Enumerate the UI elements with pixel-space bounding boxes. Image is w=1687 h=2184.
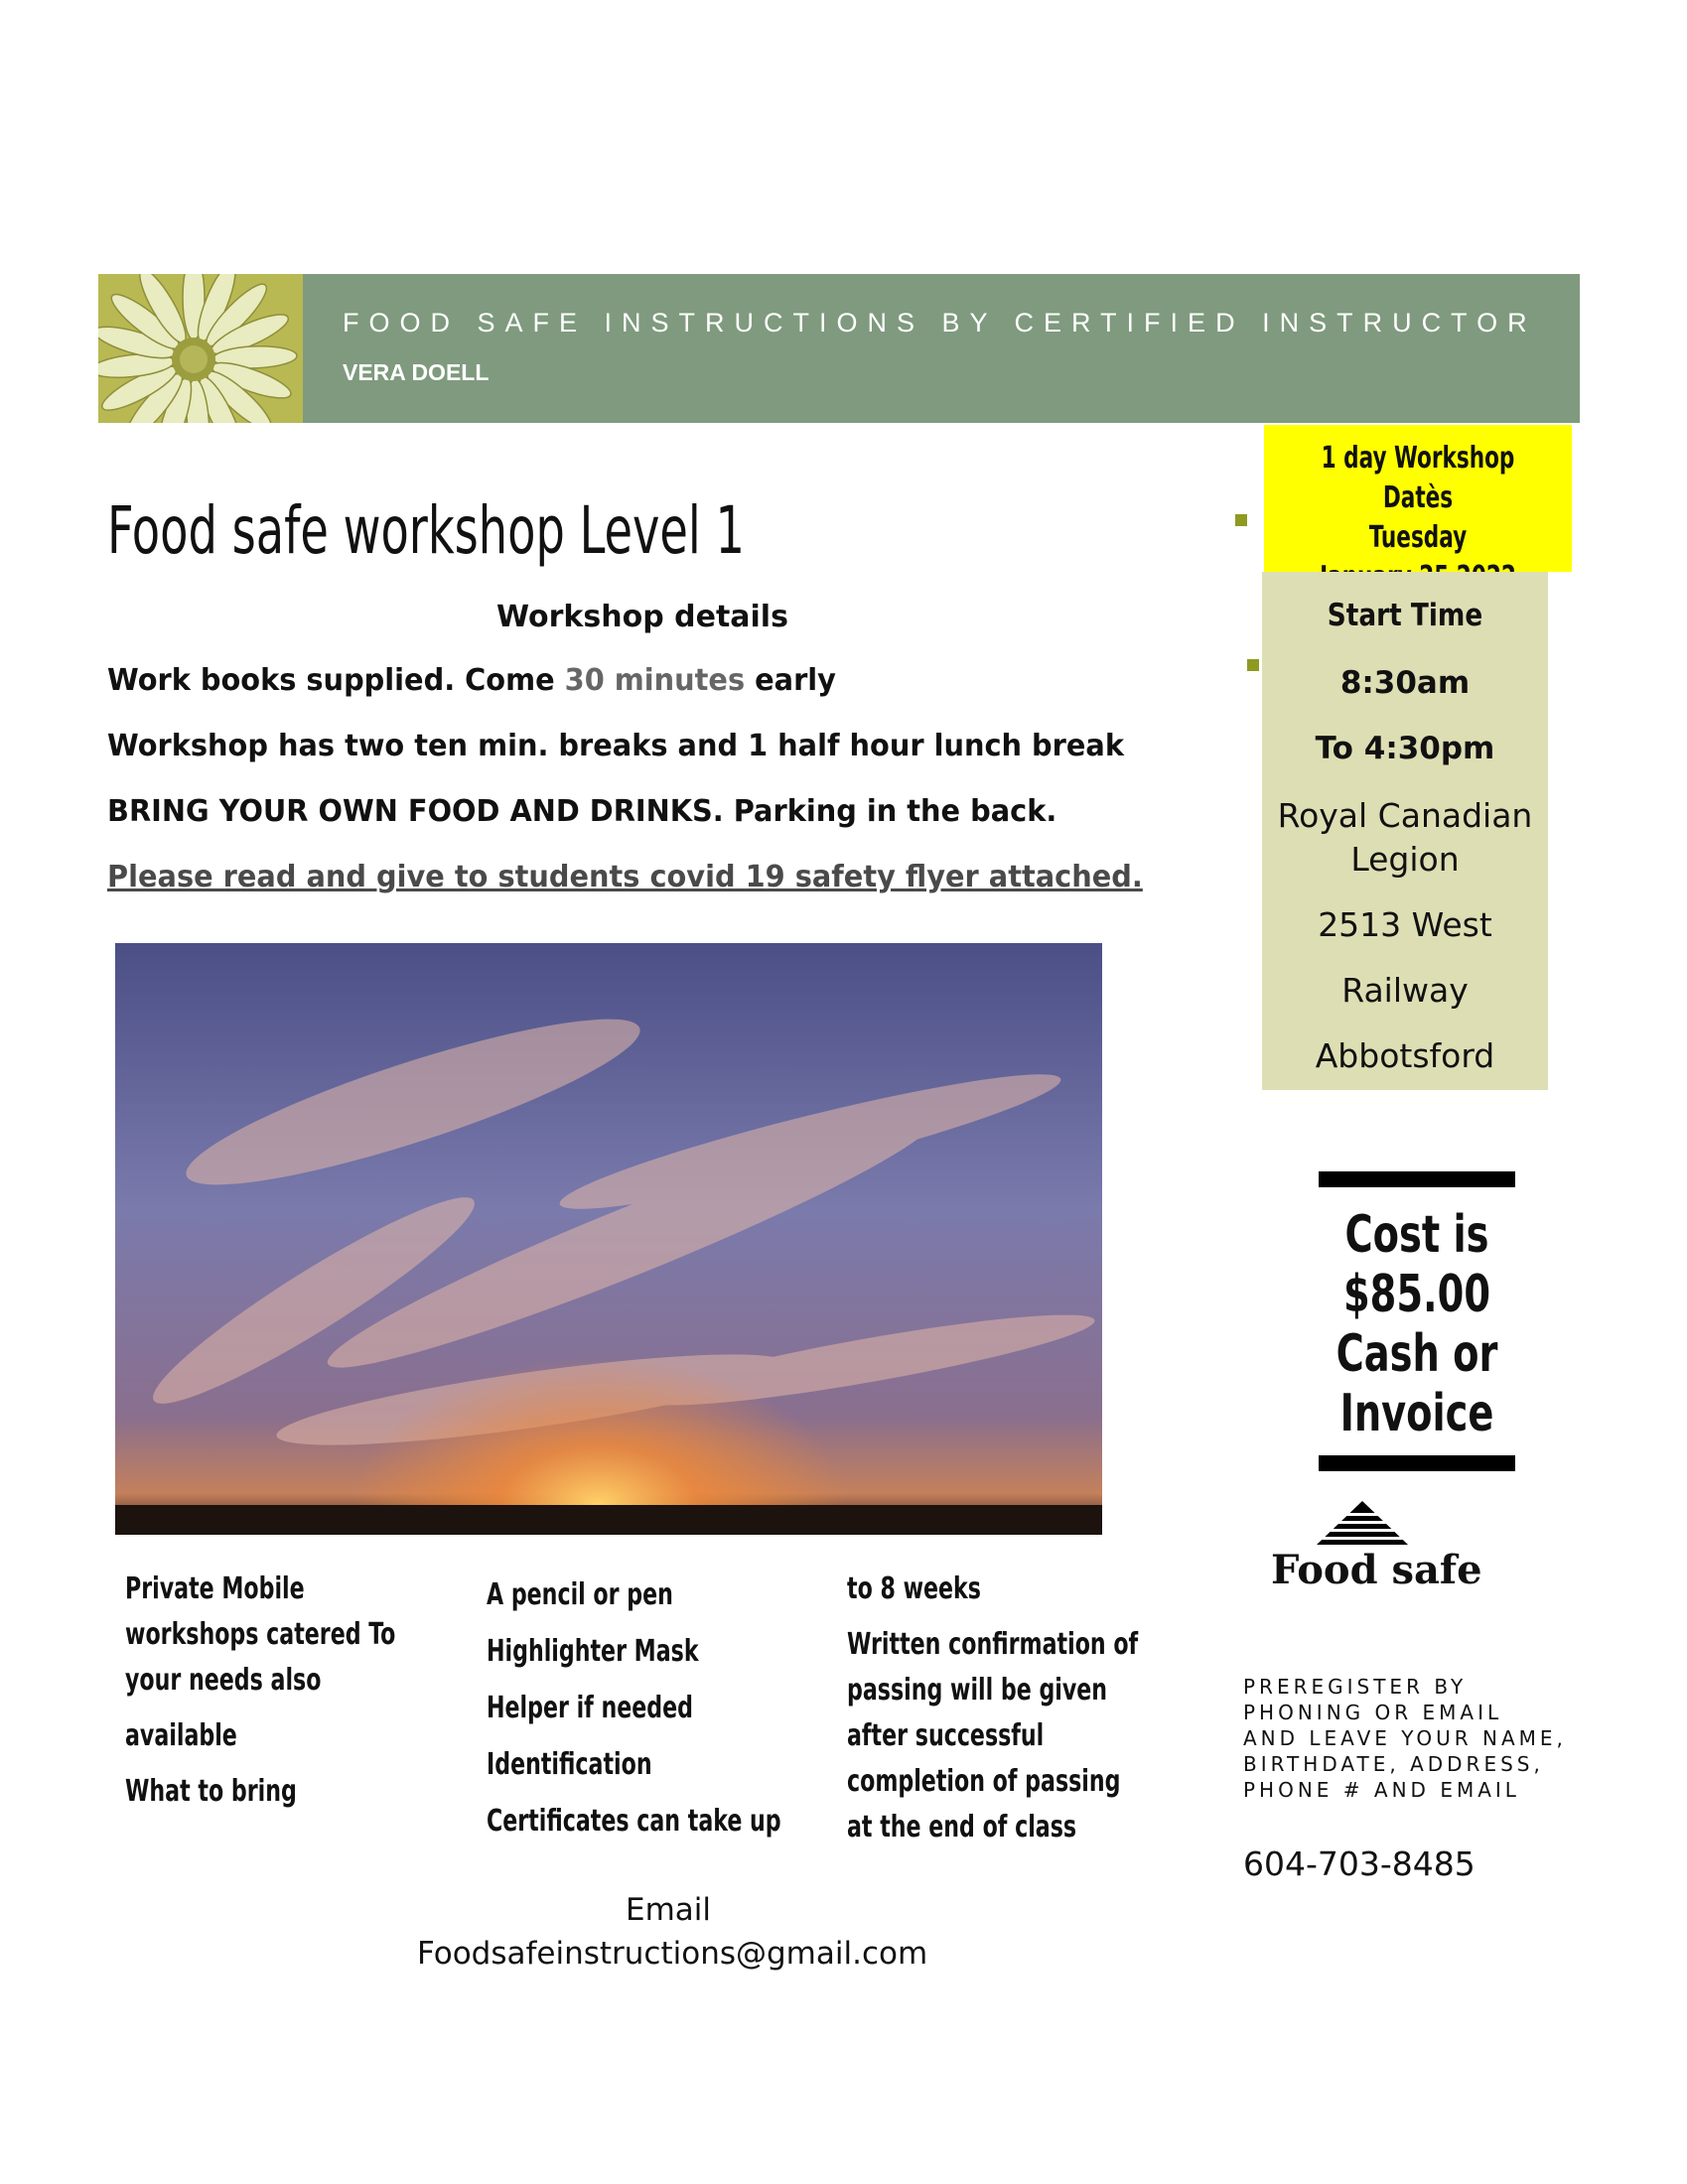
col1-line: available xyxy=(125,1718,237,1753)
sunset-sky-image xyxy=(115,943,1102,1535)
col2-line: Helper if needed xyxy=(487,1691,693,1725)
cost-line3: Cash or xyxy=(1336,1324,1498,1384)
bullet-icon xyxy=(1235,514,1247,526)
detail-food: BRING YOUR OWN FOOD AND DRINKS. Parking in the back. xyxy=(107,794,1057,829)
col1-line: Private Mobile xyxy=(125,1571,305,1606)
cost-line4: Invoice xyxy=(1339,1384,1494,1443)
address-line1: 2513 West xyxy=(1318,905,1492,944)
address-line2: Railway xyxy=(1341,971,1469,1010)
prereg-line: PREREGISTER BY xyxy=(1243,1675,1468,1699)
logo-text: Food safe xyxy=(1271,1547,1482,1593)
page-title: Food safe workshop Level 1 xyxy=(107,492,745,569)
cost-line2: $85.00 xyxy=(1342,1265,1491,1324)
col2-line: Identification xyxy=(487,1747,652,1782)
col2-line: Certificates can take up xyxy=(487,1804,781,1839)
cost-block xyxy=(1291,1205,1543,1443)
col1-line: What to bring xyxy=(125,1774,297,1809)
prereg-line: PHONING OR EMAIL xyxy=(1243,1701,1503,1724)
col-private-workshops xyxy=(125,1567,395,1815)
venue-line2: Legion xyxy=(1350,840,1460,879)
detail-workbooks-time: 30 minutes xyxy=(564,663,746,698)
divider-bottom xyxy=(1319,1455,1515,1471)
phone-number[interactable]: 604-703-8485 xyxy=(1243,1844,1476,1883)
start-time: 8:30am xyxy=(1339,665,1471,701)
col3-line: to 8 weeks xyxy=(847,1571,981,1606)
dates-heading: 1 day Workshop Datès xyxy=(1321,441,1515,515)
col3-line: passing will be given xyxy=(847,1673,1108,1707)
col-what-to-bring xyxy=(487,1567,781,1849)
divider-top xyxy=(1319,1171,1515,1187)
col2-line: A pencil or pen xyxy=(487,1577,673,1612)
col3-line: completion of passing xyxy=(847,1764,1121,1799)
col1-line: workshops catered To xyxy=(125,1617,396,1652)
prereg-line: PHONE # AND EMAIL xyxy=(1243,1778,1520,1802)
banner-title: FOOD SAFE INSTRUCTIONS BY CERTIFIED INSTRUCTOR xyxy=(343,308,1537,338)
detail-workbooks xyxy=(107,663,836,698)
col-confirmation xyxy=(847,1567,1138,1850)
venue-line1: Royal Canadian xyxy=(1277,796,1533,835)
detail-workbooks-c: early xyxy=(745,663,836,698)
cost-line1: Cost is xyxy=(1344,1205,1489,1265)
dates-day: Tuesday xyxy=(1368,520,1468,555)
workshop-dates-box xyxy=(1264,425,1572,572)
email-label: Email xyxy=(626,1892,712,1928)
address-city: Abbotsford xyxy=(1315,1036,1495,1075)
start-time-label: Start Time xyxy=(1327,598,1483,633)
end-time: To 4:30pm xyxy=(1315,731,1495,766)
header-banner xyxy=(98,274,1580,423)
email-address-link[interactable]: Foodsafeinstructions@gmail.com xyxy=(417,1936,928,1972)
instructor-name: VERA DOELL xyxy=(343,359,490,385)
detail-breaks: Workshop has two ten min. breaks and 1 half hour lunch break xyxy=(107,729,1124,763)
detail-workbooks-a: Work books supplied. Come xyxy=(107,663,565,698)
col3-line: after successful xyxy=(847,1718,1045,1753)
time-location-box xyxy=(1262,572,1548,1090)
col1-line: your needs also xyxy=(125,1663,322,1698)
prereg-line: BIRTHDATE, ADDRESS, xyxy=(1243,1752,1544,1776)
col3-line: at the end of class xyxy=(847,1810,1077,1844)
details-heading: Workshop details xyxy=(496,600,788,634)
covid-flyer-link[interactable]: Please read and give to students covid 19 safety flyer attached. xyxy=(107,860,1143,894)
daisy-flower-icon xyxy=(98,274,303,423)
prereg-line: AND LEAVE YOUR NAME, xyxy=(1243,1726,1567,1750)
col3-line: Written confirmation of xyxy=(847,1627,1139,1662)
bullet-icon xyxy=(1247,659,1259,671)
col2-line: Highlighter Mask xyxy=(487,1634,699,1669)
preregister-info xyxy=(1243,1674,1567,1803)
